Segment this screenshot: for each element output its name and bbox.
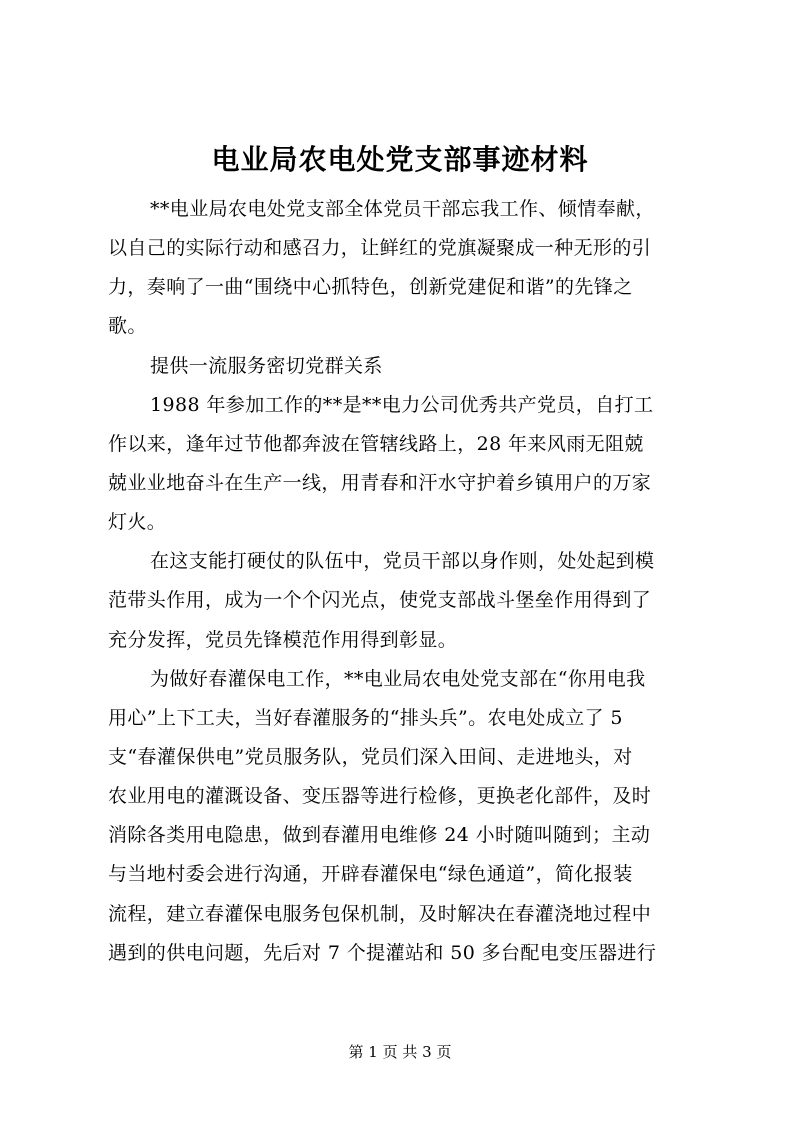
text-line: 充分发挥，党员先锋模范作用得到彰显。 xyxy=(108,628,458,651)
text-line: 力，奏响了一曲“围绕中心抓特色，创新党建促和谐”的先锋之 xyxy=(108,276,633,299)
text-line: 支“春灌保供电”党员服务队，党员们深入田间、走进地头，对 xyxy=(108,745,633,768)
text-line: 在这支能打硬仗的队伍中，党员干部以身作则，处处起到模 xyxy=(150,550,655,573)
text-line: 消除各类用电隐患，做到春灌用电维修 24 小时随叫随到；主动 xyxy=(108,824,651,847)
text-line: **电业局农电处党支部全体党员干部忘我工作、倾情奉献， xyxy=(150,198,655,220)
text-line: 与当地村委会进行沟通，开辟春灌保电“绿色通道”，简化报装 xyxy=(108,863,633,886)
text-line: 为做好春灌保电工作，**电业局农电处党支部在“你用电我 xyxy=(150,667,646,690)
text-line: 1988 年参加工作的**是**电力公司优秀共产党员，自打工 xyxy=(150,393,654,416)
page-footer: 第 1 页 共 3 页 xyxy=(348,1043,452,1061)
document-body xyxy=(108,190,698,973)
text-line: 以自己的实际行动和感召力，让鲜红的党旗凝聚成一种无形的引 xyxy=(108,237,652,260)
text-line: 范带头作用，成为一个个闪光点，使党支部战斗堡垒作用得到了 xyxy=(108,589,652,612)
text-line: 遇到的供电问题，先后对 7 个提灌站和 50 多台配电变压器进行 xyxy=(108,941,657,964)
text-line: 用心”上下工夫，当好春灌服务的“排头兵”。农电处成立了 5 xyxy=(108,706,623,729)
text-line: 兢业业地奋斗在生产一线，用青春和汗水守护着乡镇用户的万家 xyxy=(108,471,652,494)
text-line: 歌。 xyxy=(108,315,147,338)
text-line: 流程，建立春灌保电服务包保机制，及时解决在春灌浇地过程中 xyxy=(108,902,652,925)
text-line: 农业用电的灌溉设备、变压器等进行检修，更换老化部件，及时 xyxy=(108,785,652,808)
text-line: 作以来，逢年过节他都奔波在管辖线路上，28 年来风雨无阻兢 xyxy=(108,432,644,455)
text-line: 灯火。 xyxy=(108,511,167,534)
text-line: 提供一流服务密切党群关系 xyxy=(150,354,383,377)
document-title: 电业局农电处党支部事迹材料 xyxy=(211,143,589,176)
